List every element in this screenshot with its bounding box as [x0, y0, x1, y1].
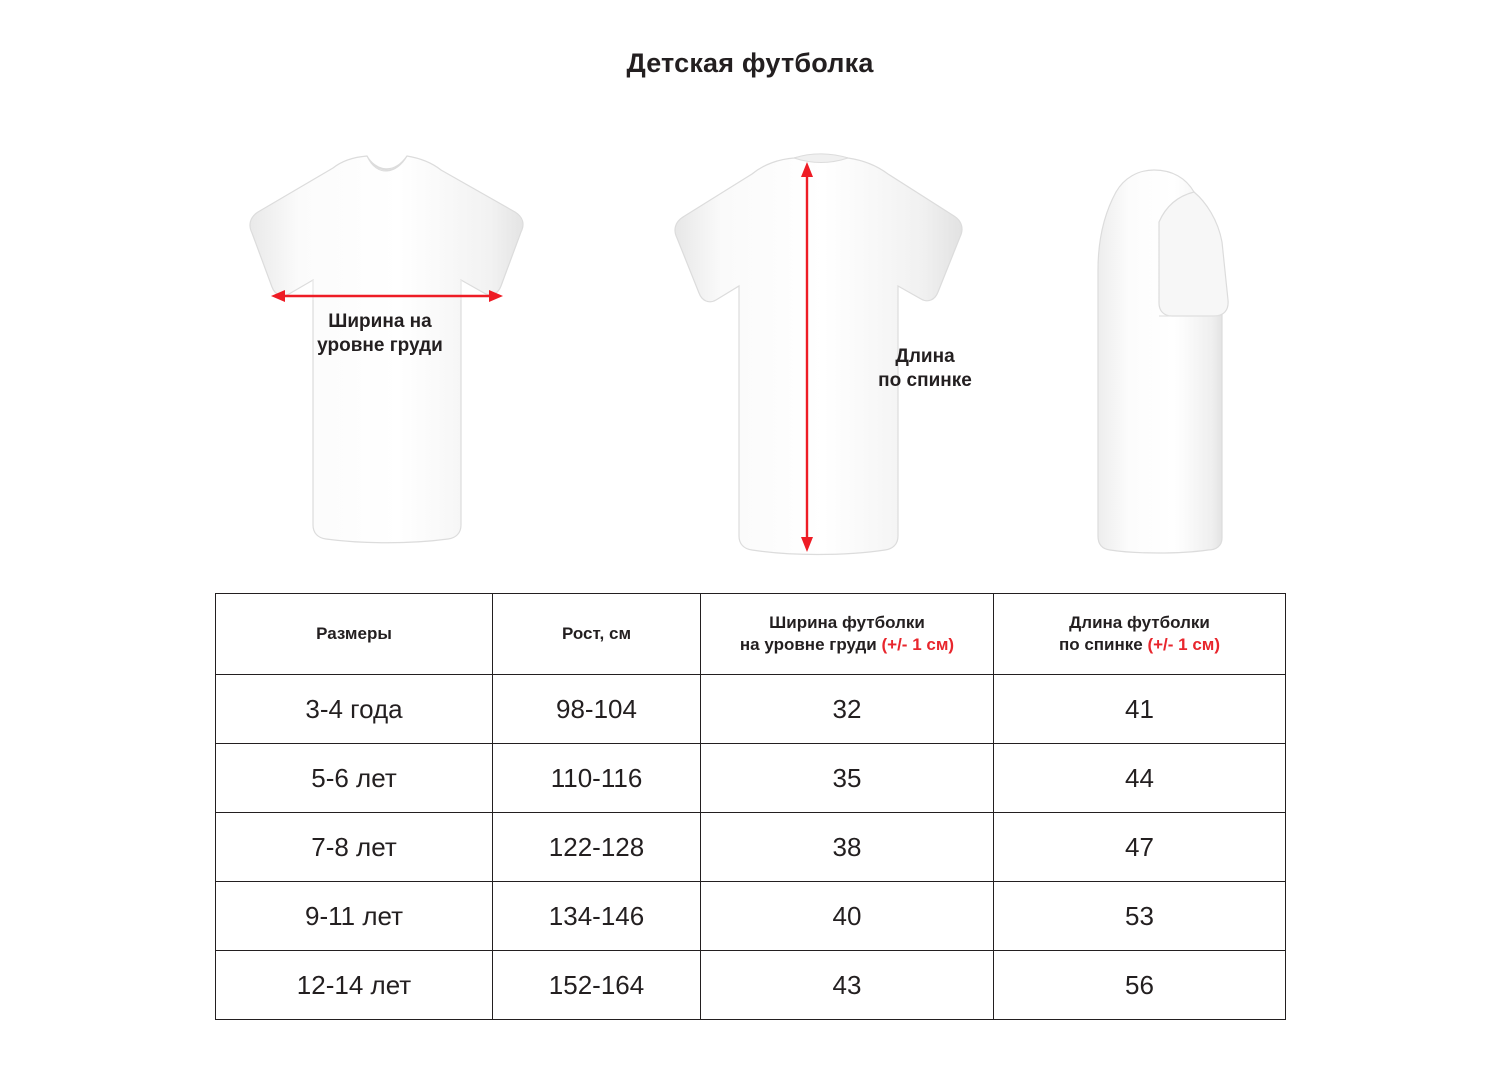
side-view [1060, 150, 1260, 570]
cell-height: 134-146 [493, 882, 701, 951]
cell-height: 98-104 [493, 675, 701, 744]
header-height: Рост, см [493, 594, 701, 675]
cell-size: 9-11 лет [216, 882, 493, 951]
header-width-tolerance: (+/- 1 см) [881, 635, 955, 654]
page-title: Детская футболка [626, 48, 874, 78]
table-row [216, 813, 1286, 882]
header-length-tolerance: (+/- 1 см) [1147, 635, 1221, 654]
back-measure-label [820, 345, 1030, 393]
front-measure-label [255, 310, 505, 358]
shirt-illustrations [0, 150, 1500, 570]
size-table [215, 593, 1286, 1020]
header-width-line1: Ширина футболки [769, 612, 925, 632]
cell-width: 43 [701, 951, 994, 1020]
back-measure-label-line1: Длина [895, 346, 955, 367]
cell-width: 35 [701, 744, 994, 813]
front-measure-label-line2: уровне груди [317, 334, 443, 356]
cell-height: 122-128 [493, 813, 701, 882]
cell-length: 53 [994, 882, 1286, 951]
cell-size: 7-8 лет [216, 813, 493, 882]
header-length [994, 594, 1286, 675]
size-table-wrapper [215, 593, 1285, 1020]
cell-size: 12-14 лет [216, 951, 493, 1020]
cell-length: 56 [994, 951, 1286, 1020]
table-header-row [216, 594, 1286, 675]
header-length-line1: Длина футболки [1069, 612, 1210, 632]
front-view [215, 150, 545, 570]
back-measure-label-line2: по спинке [878, 369, 972, 391]
cell-size: 3-4 года [216, 675, 493, 744]
cell-length: 44 [994, 744, 1286, 813]
cell-length: 41 [994, 675, 1286, 744]
cell-width: 38 [701, 813, 994, 882]
front-measure-label-line1: Ширина на [328, 311, 432, 332]
table-row [216, 951, 1286, 1020]
cell-width: 40 [701, 882, 994, 951]
cell-width: 32 [701, 675, 994, 744]
cell-length: 47 [994, 813, 1286, 882]
header-width [701, 594, 994, 675]
header-width-line2: на уровне груди [739, 635, 877, 654]
table-row [216, 882, 1286, 951]
table-row [216, 744, 1286, 813]
header-sizes: Размеры [216, 594, 493, 675]
cell-height: 152-164 [493, 951, 701, 1020]
cell-height: 110-116 [493, 744, 701, 813]
table-row [216, 675, 1286, 744]
cell-size: 5-6 лет [216, 744, 493, 813]
header-length-line2: по спинке [1058, 635, 1143, 654]
